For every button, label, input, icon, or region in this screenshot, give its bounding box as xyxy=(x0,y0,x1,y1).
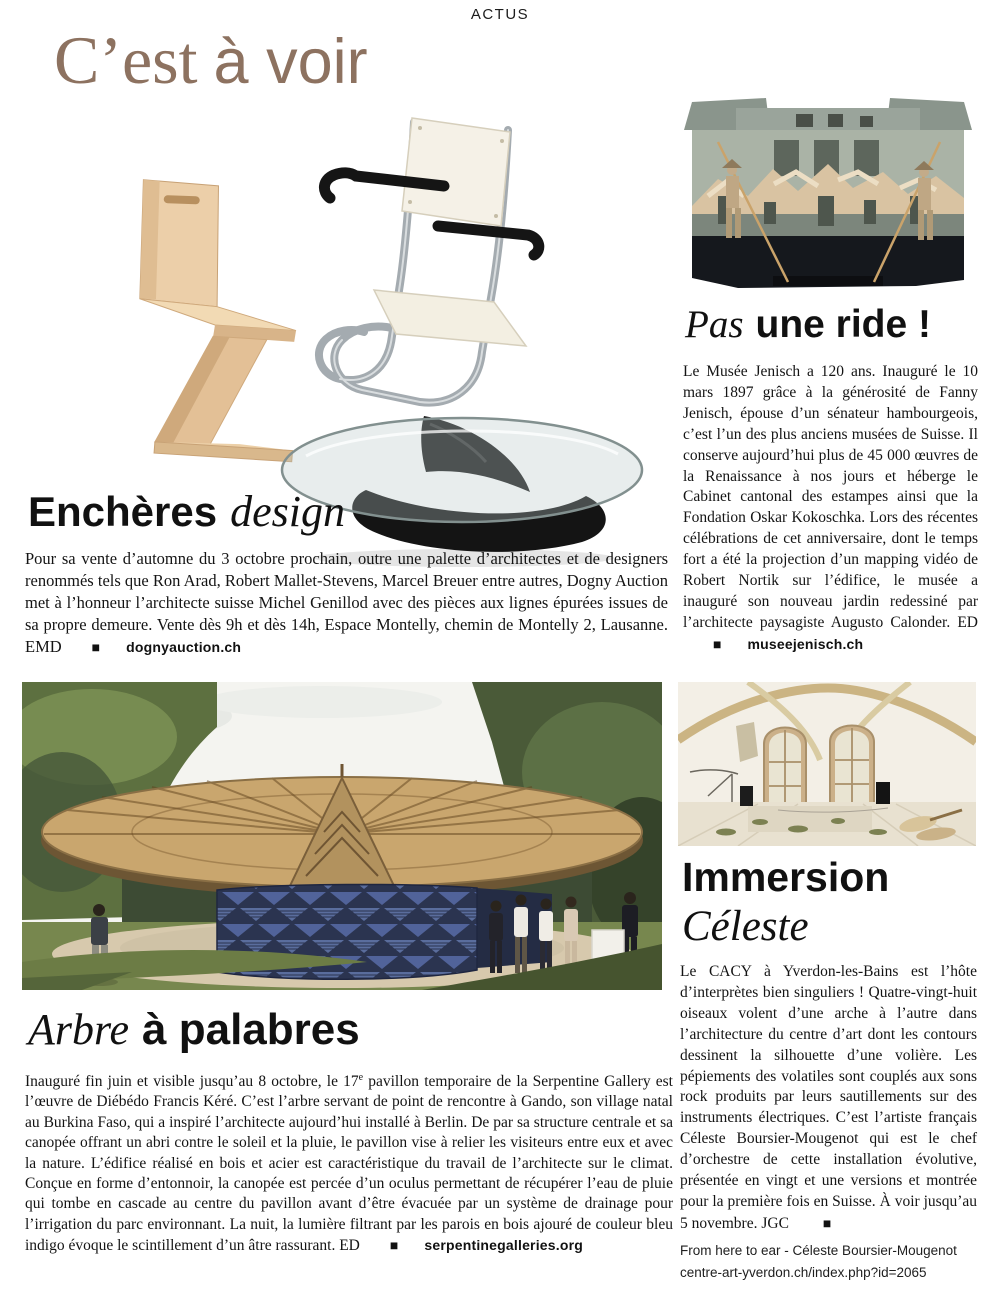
article-title-immersion xyxy=(682,852,889,952)
end-marker-icon: ■ xyxy=(91,639,101,655)
cacy-interior-illustration xyxy=(678,682,976,846)
article-body-ride xyxy=(683,362,978,656)
cacy-interior-photo xyxy=(678,682,976,846)
article-title-immersion-italic: Céleste xyxy=(682,903,809,950)
immersion-text: Le CACY à Yverdon-les-Bains est l’hôte d’interprètes bien singuliers ! Quatre-vingt-huit oiseaux volent d’une arche à l’autre dans l’architecture du centre d’art dont les contours dessinent la silhouette d’une volière. Les pépiements des volatiles sont couplés aux sons rock produits par leurs sautillements sur des instruments électriques. C’est l’artiste français Céleste Boursier-Mougenot qui est le chef d’orchestre de cette installation évolutive, présentée en vingt et une versions et montrée pour la première fois en Suisse. À voir jusqu’au 5 novembre. JGC xyxy=(680,963,977,1232)
arbre-text-start: Inauguré fin juin et visible jusqu’au 8 octobre, le 17 xyxy=(25,1073,359,1090)
page-title-serif: C’est xyxy=(54,22,198,98)
ride-text: Le Musée Jenisch a 120 ans. Inauguré le 10 mars 1897 grâce à la générosité de Fanny Jenisch, épouse d’un sénateur hambourgeois, c’est l’un des plus anciens musées de Suisse. Il conserve aujourd’hui plus de 45 000 œuvres de la Renaissance à nos jours et héberge le Cabinet cantonal des estampes ainsi que la Fondation Oskar Kokoschka. Lors des récentes célébrations de cet anniversaire, dont le temps fort a été la projection d’un mapping vidéo de Robert Nortik sur l’édifice, le musée a inauguré son nouveau jardin redessiné par l’architecte paysagiste Augusto Calonder. ED xyxy=(683,363,978,631)
speaker-box xyxy=(740,786,753,806)
arbre-ordinal-sup: e xyxy=(358,1071,364,1083)
end-marker-icon: ■ xyxy=(713,635,722,652)
caption-exhibition-title: From here to ear - Céleste Boursier-Mougenot xyxy=(680,1243,957,1258)
article-title-ride-italic: Pas xyxy=(685,303,744,346)
noguchi-table-photo xyxy=(274,394,652,572)
article-body-arbre xyxy=(25,1072,673,1257)
musee-jenisch-mapping-photo xyxy=(678,84,978,298)
encheres-link[interactable]: dognyauction.ch xyxy=(126,639,242,655)
page-title-sans: à voir xyxy=(213,27,368,97)
caption-url-link[interactable]: centre-art-yverdon.ch/index.php?id=2065 xyxy=(680,1265,927,1280)
article-title-arbre-sans: à palabres xyxy=(142,1005,360,1054)
article-title-immersion-sans: Immersion xyxy=(682,854,890,900)
article-title-encheres-italic: design xyxy=(230,487,345,536)
arbre-text-end: pavillon temporaire de la Serpentine Gallery est l’œuvre de Diébédo Francis Kéré. C’est l’arbre servant de point de rencontre à Gando, son village natal au Burkina Faso, qui a inspiré l’architecte aujourd’hui installé à Berlin. De par sa structure centrale et sa canopée offrant un abri contre le soleil et la pluie, le pavillon vise à relier les visiteurs entre eux et avec la nature. L’édifice réalisé en bois et acier est caractéristique du travail de l’architecte sur le climat. Conçue en forme d’entonnoir, la canopée est percée d’un oculus permettant de récupérer l’eau de pluie qui tombe en cascade au centre du pavillon avant d’être évacuée par un système de drainage pour l’irrigation du parc environnant. La nuit, la lumière filtrant par les parois en bois ajouré de couleur bleu indigo évoque le scintillement d’un âtre rassurant. ED xyxy=(25,1073,673,1255)
article-title-arbre-italic: Arbre xyxy=(28,1005,130,1054)
article-title-arbre xyxy=(28,1004,360,1055)
end-marker-icon: ■ xyxy=(389,1237,399,1254)
section-label: ACTUS xyxy=(470,6,530,23)
article-title-encheres xyxy=(28,486,345,537)
noguchi-table-illustration xyxy=(274,394,652,572)
arbre-link[interactable]: serpentinegalleries.org xyxy=(424,1237,584,1254)
article-body-encheres xyxy=(25,548,668,658)
immersion-caption xyxy=(680,1240,990,1284)
end-marker-icon: ■ xyxy=(822,1214,832,1231)
ride-link[interactable]: museejenisch.ch xyxy=(747,635,864,652)
serpentine-pavilion-photo xyxy=(22,682,662,990)
article-title-ride-sans: une ride ! xyxy=(755,303,932,346)
article-title-ride xyxy=(685,302,931,347)
museum-facade-illustration xyxy=(678,84,978,298)
article-title-encheres-sans: Enchères xyxy=(28,488,218,535)
speaker-box xyxy=(876,782,890,804)
article-body-immersion xyxy=(680,962,977,1235)
encheres-text: Pour sa vente d’automne du 3 octobre prochain, outre une palette d’architectes et de designers renommés tels que Ron Arad, Robert Mallet-Stevens, Marcel Breuer entre autres, Dogny Auction met à l’honneur l’architecte suisse Michel Genillod avec des pièces aux lignes épurées issues de sa propre demeure. Vente dès 9h et dès 14h, Espace Montelly, chemin de Montelly 2, Lausanne. EMD xyxy=(25,549,668,656)
pavilion-illustration xyxy=(22,682,662,990)
